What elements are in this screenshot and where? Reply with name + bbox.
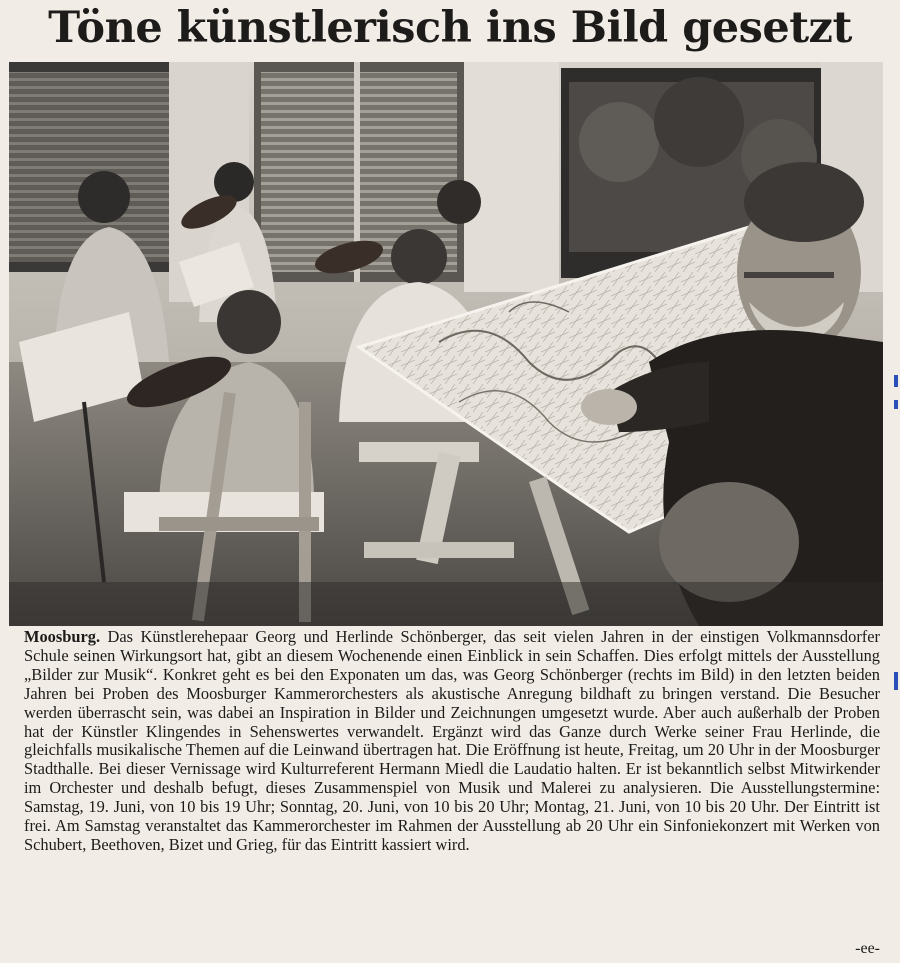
article-text [24,628,880,855]
article-body: Das Künstlerehepaar Georg und Herlinde Schönberger, das seit vielen Jahren in der einstigen Volkmannsdorfer Schule seinen Wirkungsort hat, gibt an diesem Wochenende einen Einblick in sein Schaffen. Dies erfolgt mittels der Ausstellung „Bilder zur Musik“. Konkret geht es bei den Exponaten um das, was Georg Schönberger (rechts im Bild) in den letzten beiden Jahren bei Proben des Moosburger Kammerorchesters als akustische Anregung bildhaft zu bringen verstand. Die Besucher werden überrascht sein, was dabei an Inspiration in Bilder und Zeichnungen umgesetzt wurde. Aber auch außerhalb der Proben hat der Künstler Klingendes in Sehenswertes verwandelt. Ergänzt wird das Ganze durch Werke seiner Frau Herlinde, die gleichfalls musikalische Themen auf die Leinwand übertragen hat. Die Eröffnung ist heute, Freitag, um 20 Uhr in der Moosburger Stadthalle. Bei dieser Vernissage wird Kulturreferent Hermann Miedl die Laudatio halten. Er ist bekanntlich selbst Mitwirkender im Orchester und deshalb befugt, dieses Zusammenspiel von Musik und Malerei zu analysieren. Die Ausstellungstermine: Samstag, 19. Juni, von 10 bis 19 Uhr; Sonntag, 20. Juni, von 10 bis 20 Uhr; Montag, 21. Juni, von 10 bis 20 Uhr. Der Eintritt ist frei. Am Samstag veranstaltet das Kammerorchester im Rahmen der Ausstellung ab 20 Uhr ein Sinfoniekonzert mit Werken von Schubert, Beethoven, Bizet und Grieg, für das Eintritt kassiert wird. [24,627,880,854]
scan-edge-mark [894,400,898,409]
scan-edge-mark [894,375,898,387]
news-photo [9,62,883,626]
photo-illustration [9,62,883,626]
scan-edge-mark [894,672,898,690]
author-byline: -ee- [855,940,880,957]
headline: Töne künstlerisch ins Bild gesetzt [48,3,852,53]
dateline-place: Moosburg. [24,627,101,646]
